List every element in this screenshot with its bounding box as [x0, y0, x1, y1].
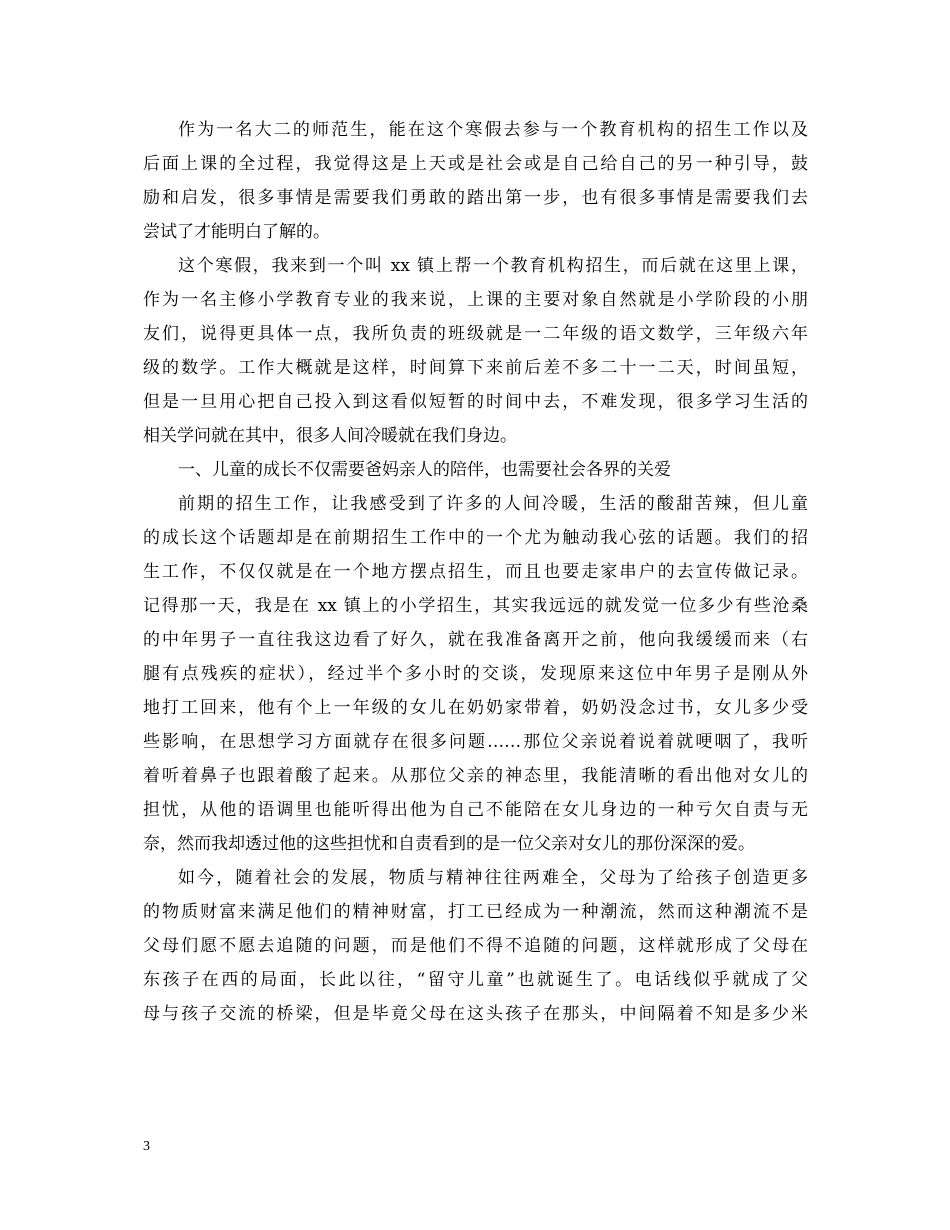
- text-line: 生工作，不仅仅就是在一个地方摆点招生，而且也要走家串户的去宣传做记录。: [143, 562, 808, 582]
- text-line: 前期的招生工作，让我感受到了许多的人间冷暖，生活的酸甜苦辣，但儿童: [178, 494, 808, 514]
- page-number: 3: [143, 1139, 150, 1154]
- paragraph-1: [143, 113, 808, 249]
- text-line: 相关学问就在其中，很多人间冷暖就在我们身边。: [143, 426, 517, 446]
- document-body: [143, 113, 808, 1031]
- text-line: 东孩子在西的局面，长此以往，“留守儿童”也就诞生了。电话线似乎就成了父: [143, 970, 808, 990]
- text-line: 的成长这个话题却是在前期招生工作中的一个尤为触动我心弦的话题。我们的招: [143, 528, 808, 548]
- text-line: 母与孩子交流的桥梁，但是毕竟父母在这头孩子在那头，中间隔着不知是多少米: [143, 1004, 808, 1024]
- text-line: 记得那一天，我是在 xx 镇上的小学招生，其实我远远的就发觉一位多少有些沧桑: [143, 596, 808, 616]
- text-line: 父母们愿不愿去追随的问题，而是他们不得不追随的问题，这样就形成了父母在: [143, 936, 808, 956]
- paragraph-4: [143, 861, 808, 1031]
- paragraph-2: [143, 249, 808, 453]
- section-heading: [143, 453, 808, 487]
- text-line: 奈，然而我却透过他的这些担忧和自责看到的是一位父亲对女儿的那份深深的爱。: [143, 834, 755, 854]
- text-line: 些影响，在思想学习方面就存在很多问题……那位父亲说着说着就哽咽了，我听: [143, 732, 808, 752]
- text-line: 级的数学。工作大概就是这样，时间算下来前后差不多二十一二天，时间虽短，: [143, 358, 808, 378]
- text-line: 这个寒假，我来到一个叫 xx 镇上帮一个教育机构招生，而后就在这里上课，: [178, 256, 808, 276]
- text-line: 但是一旦用心把自己投入到这看似短暂的时间中去，不难发现，很多学习生活的: [143, 392, 808, 412]
- text-line: 后面上课的全过程，我觉得这是上天或是社会或是自己给自己的另一种引导，鼓: [143, 154, 808, 174]
- text-line: 担忧，从他的语调里也能听得出他为自己不能陪在女儿身边的一种亏欠自责与无: [143, 800, 808, 820]
- text-line: 励和启发，很多事情是需要我们勇敢的踏出第一步，也有很多事情是需要我们去: [143, 188, 808, 208]
- text-line: 如今，随着社会的发展，物质与精神往往两难全，父母为了给孩子创造更多: [178, 868, 808, 888]
- paragraph-3: [143, 487, 808, 861]
- text-line: 地打工回来，他有个上一年级的女儿在奶奶家带着，奶奶没念过书，女儿多少受: [143, 698, 808, 718]
- heading-text: 一、儿童的成长不仅需要爸妈亲人的陪伴，也需要社会各界的关爱: [178, 460, 671, 480]
- text-line: 友们，说得更具体一点，我所负责的班级就是一二年级的语文数学，三年级六年: [143, 324, 808, 344]
- text-line: 作为一名主修小学教育专业的我来说，上课的主要对象自然就是小学阶段的小朋: [143, 290, 808, 310]
- text-line: 腿有点残疾的症状），经过半个多小时的交谈，发现原来这位中年男子是刚从外: [143, 664, 808, 684]
- text-line: 的中年男子一直往我这边看了好久，就在我准备离开之前，他向我缓缓而来（右: [143, 630, 808, 650]
- text-line: 尝试了才能明白了解的。: [143, 222, 330, 242]
- text-line: 的物质财富来满足他们的精神财富，打工已经成为一种潮流，然而这种潮流不是: [143, 902, 808, 922]
- text-line: 着听着鼻子也跟着酸了起来。从那位父亲的神态里，我能清晰的看出他对女儿的: [143, 766, 808, 786]
- text-line: 作为一名大二的师范生，能在这个寒假去参与一个教育机构的招生工作以及: [178, 120, 808, 140]
